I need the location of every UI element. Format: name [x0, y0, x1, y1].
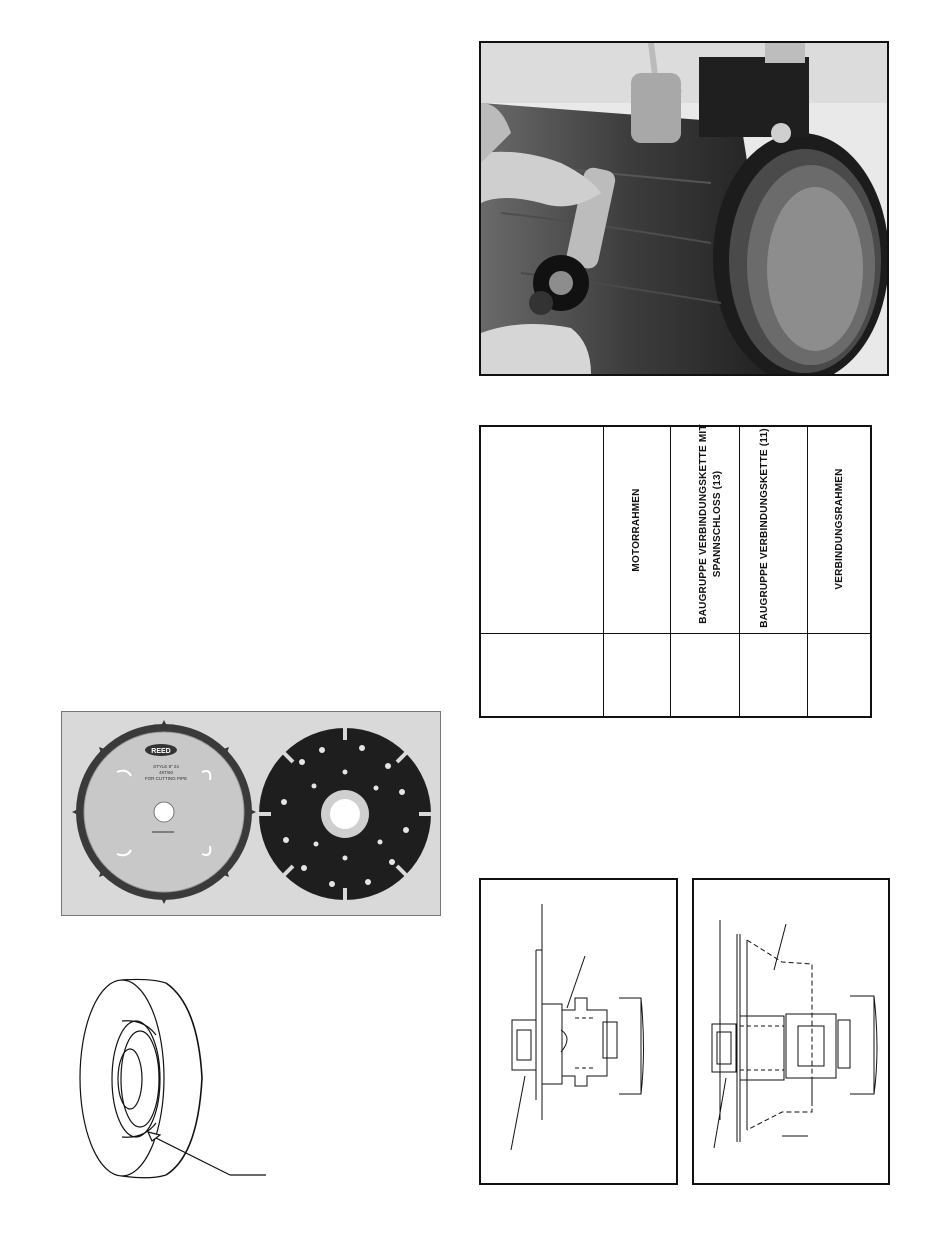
header-kette-spannschloss-line1: BAUGRUPPE VERBINDUNGSKETTE MIT: [698, 424, 709, 624]
blade-mount-wheel-diagram: [694, 880, 888, 1183]
handle-bracket: [631, 73, 681, 143]
blade-brand-text: REED: [151, 748, 171, 755]
blade-text-line2: 48T/60: [158, 770, 174, 775]
operator-hand-bottom: [481, 324, 591, 374]
parts-table: [479, 425, 872, 718]
mounting-diagram-right: [692, 878, 890, 1185]
diamond-saw-blade: [259, 728, 431, 900]
header-cell-kette: [739, 427, 807, 633]
blade-text-line3: FOR CUTTING PIPE: [144, 776, 188, 781]
carbide-saw-blade: [72, 720, 256, 904]
motor-housing: [699, 57, 809, 137]
pipe-cutter-photo: [479, 41, 889, 376]
header-motorrahmen: MOTORRAHMEN: [631, 488, 642, 572]
mounting-diagram-left: [479, 878, 678, 1185]
header-kette: BAUGRUPPE VERBINDUNGSKETTE (11): [759, 428, 770, 628]
header-cell-kette-spannschloss: [670, 424, 739, 633]
header-cell-verbindungsrahmen: [807, 427, 874, 633]
header-verbindungsrahmen: VERBINDUNGSRAHMEN: [834, 468, 845, 590]
header-kette-spannschloss-line2: SPANNSCHLOSS (13): [712, 470, 723, 578]
label-plate: [765, 43, 805, 63]
header-cell-motorrahmen: [603, 427, 670, 633]
blade-text-line1: STYLE 8" 24: [153, 764, 179, 769]
spacer-ring-drawing: [70, 975, 280, 1190]
blade-mount-saw-diagram: [481, 880, 676, 1183]
saw-blades-illustration: [62, 712, 440, 915]
pipe-cutter-illustration: [481, 43, 887, 374]
saw-blades-photo: [61, 711, 441, 916]
